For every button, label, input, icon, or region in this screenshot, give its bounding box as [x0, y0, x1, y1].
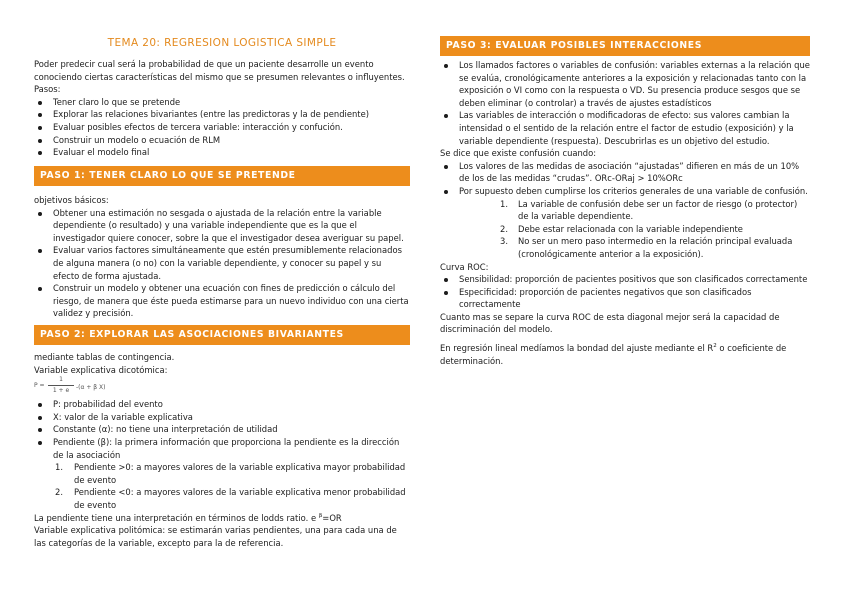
criteria-list: [440, 198, 810, 261]
odds-sup: β: [318, 512, 323, 519]
odds-text-a: La pendiente tiene una interpretación en términos de lodds ratio. e: [34, 512, 317, 523]
odds-ratio-text: [34, 512, 410, 525]
paso3-section: [440, 59, 810, 367]
formula-numerator: 1: [59, 376, 63, 384]
item-text: La variable de confusión debe ser un factor de riesgo (o protector) de la variable dependiente.: [518, 198, 798, 222]
list-item: Por supuesto deben cumplirse los criterios generales de una variable de confusión.: [440, 185, 810, 198]
variables-list: [34, 398, 410, 461]
formula-p: P =: [34, 382, 45, 390]
objectives-list: [34, 207, 410, 320]
list-item: Tener claro lo que se pretende: [34, 96, 410, 109]
roc-label: Curva ROC:: [440, 261, 489, 272]
section-header-paso3: PASO 3: EVALUAR POSIBLES INTERACCIONES: [440, 36, 810, 56]
list-item: Especificidad: proporción de pacientes negativos que son clasificados correctamente: [440, 286, 810, 311]
odds-text-b: =OR: [322, 512, 342, 523]
list-item: X: valor de la variable explicativa: [34, 411, 410, 424]
roc-text: Cuanto mas se separe la curva ROC de esta diagonal mejor será la capacidad de discriminación del modelo.: [440, 311, 780, 335]
item-text: Debe estar relacionada con la variable independiente: [518, 223, 743, 234]
list-item: [34, 486, 410, 511]
section-header-paso2: PASO 2: EXPLORAR LAS ASOCIACIONES BIVARIANTES: [34, 325, 410, 345]
r2-text-a: En regresión lineal medíamos la bondad del ajuste mediante el R: [440, 343, 714, 354]
list-item: Los llamados factores o variables de confusión: variables externas a la relación que se evalúa, cronológicamente anteriores a la exposición y relacionadas tanto con la exposición o VI como con la respuesta o VD. Su presencia produce sesgos que se deben eliminar (o controlar) a través de ajustes estadísticos: [440, 59, 810, 109]
r2-text-b: o coeficiente de determinación.: [440, 343, 787, 366]
steps-label: Pasos:: [34, 84, 61, 95]
item-number: 2.: [55, 487, 63, 498]
item-number: 3.: [500, 236, 508, 247]
intro-section: [34, 58, 410, 159]
list-item: Los valores de las medidas de asociación “ajustadas” difieren en más de un 10% de los de las medidas “crudas”. ORc-ORaj > 10%ORc: [440, 160, 810, 185]
steps-list: [34, 96, 410, 159]
list-item: Sensibilidad: proporción de pacientes positivos que son clasificados correctamente: [440, 273, 810, 286]
list-item: Evaluar el modelo final: [34, 146, 410, 159]
logistic-formula: [34, 376, 410, 398]
confounders-list: [440, 59, 810, 147]
list-item: Obtener una estimación no sesgada o ajustada de la relación entre la variable dependiente (o resultado) y una variable independiente que es la que el investigador quiere conocer, sobre la que el investigador desea averiguar su papel.: [34, 207, 410, 245]
contingency-text: mediante tablas de contingencia.: [34, 352, 175, 362]
item-number: 1.: [55, 462, 63, 473]
dichotomous-label: Variable explicativa dicotómica:: [34, 364, 168, 375]
paso1-section: [34, 194, 410, 320]
item-text: Pendiente >0: a mayores valores de la variable explicativa mayor probabilidad de evento: [74, 462, 406, 485]
list-item: Las variables de interacción o modificadoras de efecto: sus valores cambian la intensidad o el sentido de la relación entre el factor de estudio (exposición) y la variable dependiente (respuesta). Descubrirlas es un objetivo del estudio.: [440, 109, 810, 147]
list-item: Explorar las relaciones bivariantes (entre las predictoras y la de pendiente): [34, 108, 410, 121]
section-header-paso1: PASO 1: TENER CLARO LO QUE SE PRETENDE: [34, 166, 410, 186]
r2-sup: 2: [713, 343, 717, 350]
item-number: 1.: [500, 198, 508, 209]
list-item: Constante (α): no tiene una interpretación de utilidad: [34, 423, 410, 436]
formula-exponent: -(α + β X): [76, 384, 106, 392]
polytomous-text: Variable explicativa politómica: se estimarán varias pendientes, una para cada una de las categorías de la variable, excepto para la de referencia.: [34, 525, 397, 548]
list-item: Evaluar varios factores simultáneamente que estén presumiblemente relacionados de alguna manera (o no) con la variable dependiente, y conocer su papel y su efecto de forma ajustada.: [34, 244, 410, 282]
document-title: TEMA 20: REGRESION LOGISTICA SIMPLE: [107, 37, 337, 49]
r2-text: [440, 342, 810, 367]
list-item: Construir un modelo y obtener una ecuación con fines de predicción o cálculo del riesgo, de manera que éste pueda estimarse para un nuevo individuo con una cierta validez y precisión.: [34, 282, 410, 320]
confusion-label: Se dice que existe confusión cuando:: [440, 148, 597, 159]
paso2-section: [34, 351, 410, 549]
item-number: 2.: [500, 223, 508, 234]
slope-list: [34, 461, 410, 511]
objectives-label: objetivos básicos:: [34, 195, 109, 205]
roc-list: [440, 273, 810, 311]
list-item: [440, 235, 810, 260]
list-item: Pendiente (β): la primera información que proporciona la pendiente es la dirección de la asociación: [34, 436, 410, 461]
list-item: [34, 461, 410, 486]
list-item: [440, 198, 810, 223]
list-item: Evaluar posibles efectos de tercera variable: interacción y confución.: [34, 121, 410, 134]
list-item: P: probabilidad del evento: [34, 398, 410, 411]
list-item: Construir un modelo o ecuación de RLM: [34, 134, 410, 147]
item-text: Pendiente <0: a mayores valores de la variable explicativa menor probabilidad de evento: [74, 487, 406, 510]
intro-text: Poder predecir cual será la probabilidad de que un paciente desarrolle un evento conociendo ciertas características del mismo que se presumen relevantes o influyentes.: [34, 59, 405, 82]
formula-denominator: 1 + e: [52, 387, 70, 395]
list-item: [440, 223, 810, 236]
item-text: No ser un mero paso intermedio en la relación principal evaluada (cronológicamente anterior a la exposición).: [518, 236, 793, 259]
confusion-list: [440, 160, 810, 198]
